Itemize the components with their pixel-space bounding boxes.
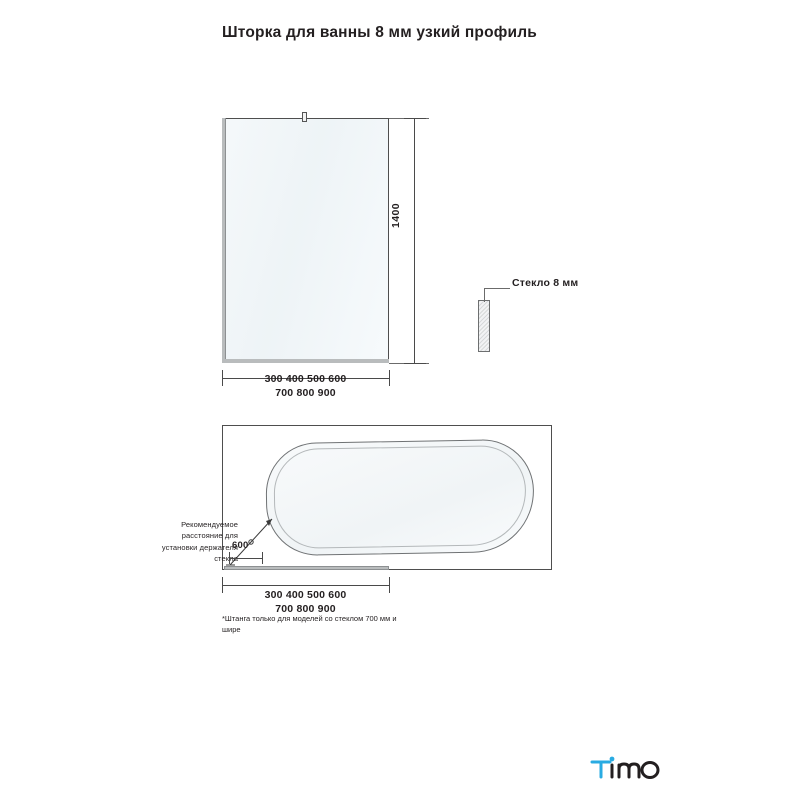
holder-distance-note: Рекомендуемое расстояние для установки держателя стекла (161, 520, 238, 563)
width-tick-right (389, 370, 390, 386)
width-dimension-label (222, 372, 389, 400)
height-dimension-label: 1400 (390, 203, 402, 228)
glass-leader-vertical (484, 288, 485, 302)
width-dimension-label-line1: 300 400 500 600 (264, 373, 347, 385)
glass-panel (222, 118, 389, 363)
bathtub-inner-outline (273, 445, 527, 549)
plan-width-label-line2: 700 800 900 (275, 603, 336, 616)
page-title: Шторка для ванны 8 мм узкий профиль (222, 24, 538, 41)
height-tick-bottom (404, 363, 426, 364)
distance-dimension-label: 600 (232, 540, 249, 551)
vertical-profile-rail (222, 118, 226, 363)
top-glass-clip (302, 112, 307, 122)
plan-width-tick-right (389, 577, 390, 593)
plan-footnote: *Штанга только для моделей со стеклом 700 мм и шире (222, 614, 397, 635)
bottom-profile-rail (222, 359, 389, 363)
timo-logo (588, 752, 678, 786)
width-dimension-label-line2: 700 800 900 (275, 387, 336, 400)
height-dimension-line (414, 118, 415, 363)
glass-thickness-label: Стекло 8 мм (512, 277, 579, 289)
plan-width-dimension-line (222, 585, 389, 586)
distance-tick-right (262, 552, 263, 564)
glass-leader-horizontal (484, 288, 510, 289)
plan-width-label-line1: 300 400 500 600 (264, 589, 347, 601)
distance-tick-left (229, 552, 230, 564)
glass-section-swatch (478, 300, 490, 352)
distance-dimension-line (229, 558, 262, 559)
height-tick-top (404, 118, 426, 119)
